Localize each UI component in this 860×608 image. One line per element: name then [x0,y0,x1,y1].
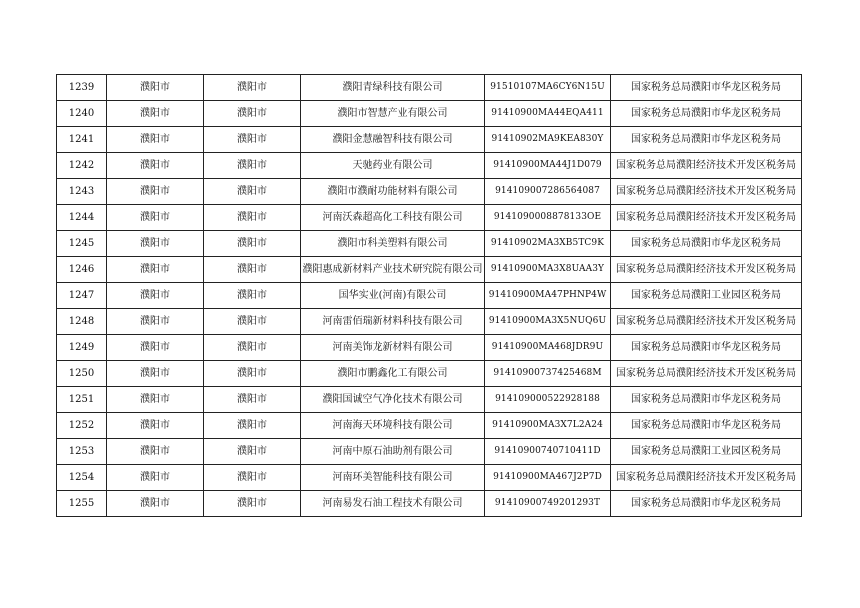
row-number: 1239 [57,75,107,101]
row-number: 1240 [57,101,107,127]
city-cell: 濮阳市 [107,413,204,439]
row-number: 1244 [57,205,107,231]
city-cell: 濮阳市 [107,101,204,127]
credit-code-cell: 91410900MA3X7L2A24 [485,413,611,439]
row-number: 1242 [57,153,107,179]
tax-office-cell: 国家税务总局濮阳市华龙区税务局 [611,387,802,413]
credit-code-cell: 91510107MA6CY6N15U [485,75,611,101]
table-row [57,153,802,179]
city-cell: 濮阳市 [107,257,204,283]
city-cell: 濮阳市 [107,491,204,517]
tax-office-cell: 国家税务总局濮阳经济技术开发区税务局 [611,361,802,387]
tax-office-cell: 国家税务总局濮阳市华龙区税务局 [611,127,802,153]
company-name-cell: 河南沃森超高化工科技有限公司 [301,205,485,231]
table-row [57,465,802,491]
tax-office-cell: 国家税务总局濮阳市华龙区税务局 [611,231,802,257]
credit-code-cell: 91410900749201293T [485,491,611,517]
tax-office-cell: 国家税务总局濮阳市华龙区税务局 [611,335,802,361]
table-row [57,491,802,517]
credit-code-cell: 9141090008878133OE [485,205,611,231]
county-cell: 濮阳市 [204,127,301,153]
city-cell: 濮阳市 [107,231,204,257]
city-cell: 濮阳市 [107,439,204,465]
county-cell: 濮阳市 [204,205,301,231]
company-name-cell: 濮阳惠成新材料产业技术研究院有限公司 [301,257,485,283]
county-cell: 濮阳市 [204,335,301,361]
credit-code-cell: 91410900MA467J2P7D [485,465,611,491]
tax-office-cell: 国家税务总局濮阳经济技术开发区税务局 [611,465,802,491]
city-cell: 濮阳市 [107,283,204,309]
tax-office-cell: 国家税务总局濮阳经济技术开发区税务局 [611,309,802,335]
company-name-cell: 河南环美智能科技有限公司 [301,465,485,491]
city-cell: 濮阳市 [107,387,204,413]
row-number: 1252 [57,413,107,439]
credit-code-cell: 91410900MA468JDR9U [485,335,611,361]
tax-office-cell: 国家税务总局濮阳经济技术开发区税务局 [611,179,802,205]
table-body [57,75,802,517]
tax-office-cell: 国家税务总局濮阳工业园区税务局 [611,439,802,465]
company-name-cell: 濮阳金慧融智科技有限公司 [301,127,485,153]
county-cell: 濮阳市 [204,75,301,101]
county-cell: 濮阳市 [204,413,301,439]
city-cell: 濮阳市 [107,153,204,179]
company-name-cell: 天驰药业有限公司 [301,153,485,179]
credit-code-cell: 91410902MA3XB5TC9K [485,231,611,257]
county-cell: 濮阳市 [204,387,301,413]
credit-code-cell: 91410900740710411D [485,439,611,465]
company-name-cell: 濮阳市科美塑料有限公司 [301,231,485,257]
credit-code-cell: 91410900737425468M [485,361,611,387]
table-row [57,179,802,205]
city-cell: 濮阳市 [107,75,204,101]
company-name-cell: 河南易发石油工程技术有限公司 [301,491,485,517]
row-number: 1246 [57,257,107,283]
county-cell: 濮阳市 [204,491,301,517]
company-name-cell: 濮阳市濮耐功能材料有限公司 [301,179,485,205]
row-number: 1245 [57,231,107,257]
table-row [57,283,802,309]
company-name-cell: 濮阳国诚空气净化技术有限公司 [301,387,485,413]
credit-code-cell: 91410900MA3X8UAA3Y [485,257,611,283]
company-name-cell: 濮阳青绿科技有限公司 [301,75,485,101]
county-cell: 濮阳市 [204,153,301,179]
credit-code-cell: 91410900MA44EQA411 [485,101,611,127]
table-row [57,205,802,231]
tax-office-cell: 国家税务总局濮阳市华龙区税务局 [611,413,802,439]
table-row [57,413,802,439]
row-number: 1253 [57,439,107,465]
county-cell: 濮阳市 [204,283,301,309]
company-name-cell: 河南雷佰瑞新材料科技有限公司 [301,309,485,335]
row-number: 1243 [57,179,107,205]
county-cell: 濮阳市 [204,179,301,205]
city-cell: 濮阳市 [107,335,204,361]
row-number: 1254 [57,465,107,491]
table-row [57,101,802,127]
city-cell: 濮阳市 [107,205,204,231]
company-name-cell: 河南海天环境科技有限公司 [301,413,485,439]
city-cell: 濮阳市 [107,309,204,335]
table-row [57,439,802,465]
table-row [57,309,802,335]
table-row [57,127,802,153]
row-number: 1255 [57,491,107,517]
company-name-cell: 河南中原石油助剂有限公司 [301,439,485,465]
table-row [57,361,802,387]
credit-code-cell: 91410902MA9KEA830Y [485,127,611,153]
tax-office-cell: 国家税务总局濮阳市华龙区税务局 [611,75,802,101]
row-number: 1250 [57,361,107,387]
city-cell: 濮阳市 [107,361,204,387]
table-row [57,75,802,101]
table-row [57,335,802,361]
company-name-cell: 国华实业(河南)有限公司 [301,283,485,309]
table-row [57,231,802,257]
credit-code-cell: 914109007286564087 [485,179,611,205]
tax-office-cell: 国家税务总局濮阳经济技术开发区税务局 [611,257,802,283]
company-name-cell: 河南美饰龙新材料有限公司 [301,335,485,361]
city-cell: 濮阳市 [107,179,204,205]
county-cell: 濮阳市 [204,257,301,283]
credit-code-cell: 91410900MA44J1D079 [485,153,611,179]
enterprise-list-table [56,74,802,517]
company-name-cell: 濮阳市智慧产业有限公司 [301,101,485,127]
county-cell: 濮阳市 [204,465,301,491]
table-row [57,257,802,283]
company-name-cell: 濮阳市鹏鑫化工有限公司 [301,361,485,387]
county-cell: 濮阳市 [204,101,301,127]
credit-code-cell: 91410900MA47PHNP4W [485,283,611,309]
row-number: 1248 [57,309,107,335]
row-number: 1241 [57,127,107,153]
city-cell: 濮阳市 [107,465,204,491]
table-row [57,387,802,413]
county-cell: 濮阳市 [204,361,301,387]
county-cell: 濮阳市 [204,309,301,335]
tax-office-cell: 国家税务总局濮阳市华龙区税务局 [611,491,802,517]
tax-office-cell: 国家税务总局濮阳市华龙区税务局 [611,101,802,127]
county-cell: 濮阳市 [204,439,301,465]
row-number: 1249 [57,335,107,361]
credit-code-cell: 91410900MA3X5NUQ6U [485,309,611,335]
tax-office-cell: 国家税务总局濮阳工业园区税务局 [611,283,802,309]
row-number: 1247 [57,283,107,309]
row-number: 1251 [57,387,107,413]
credit-code-cell: 914109000522928188 [485,387,611,413]
city-cell: 濮阳市 [107,127,204,153]
tax-office-cell: 国家税务总局濮阳经济技术开发区税务局 [611,153,802,179]
tax-office-cell: 国家税务总局濮阳经济技术开发区税务局 [611,205,802,231]
county-cell: 濮阳市 [204,231,301,257]
